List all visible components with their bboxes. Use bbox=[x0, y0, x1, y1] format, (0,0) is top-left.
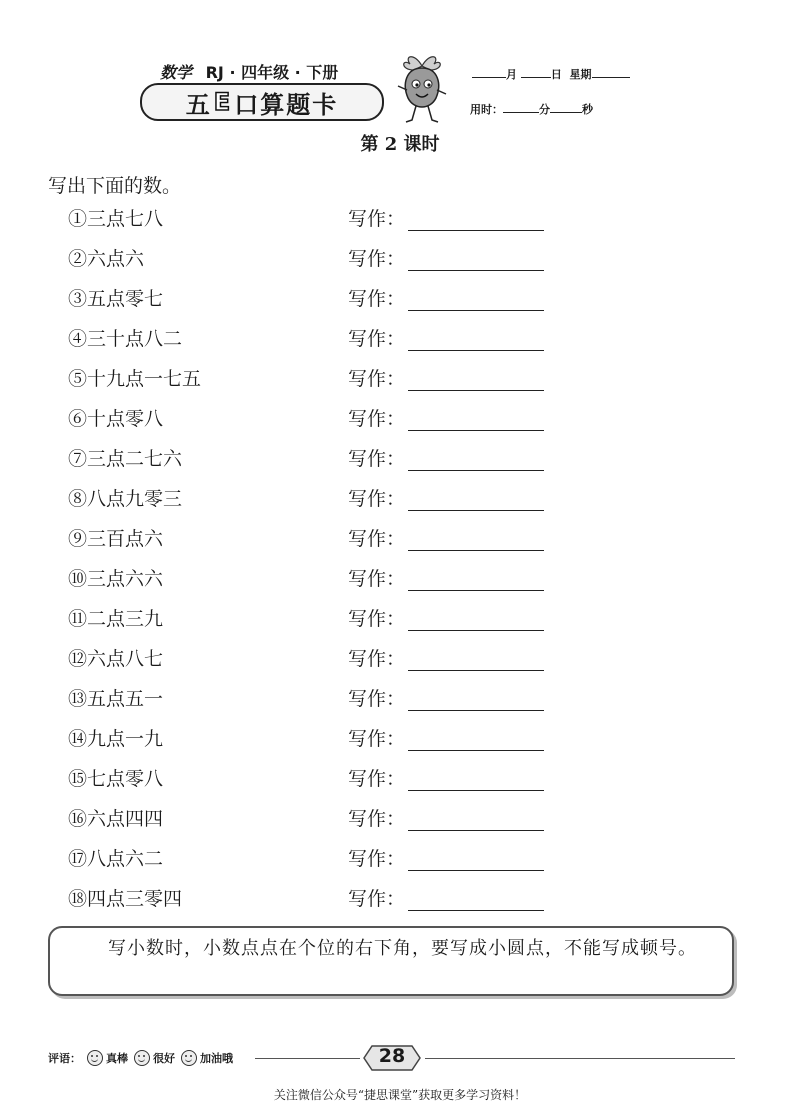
exercise-item bbox=[0, 484, 800, 514]
item-number: ⑰ bbox=[68, 848, 88, 870]
rating-great: 真棒 bbox=[106, 1052, 128, 1065]
write-label: 写作： bbox=[348, 528, 406, 550]
item-number: ① bbox=[68, 208, 88, 230]
answer-blank[interactable] bbox=[408, 630, 544, 631]
write-label: 写作： bbox=[348, 608, 406, 630]
edition-label: RJ · 四年级 · 下册 bbox=[205, 63, 339, 82]
write-label: 写作： bbox=[348, 368, 406, 390]
write-label: 写作： bbox=[348, 288, 406, 310]
smiley-face-icon[interactable] bbox=[181, 1050, 197, 1066]
exercise-item bbox=[0, 604, 800, 634]
answer-blank[interactable] bbox=[408, 670, 544, 671]
write-label: 写作： bbox=[348, 768, 406, 790]
date-line bbox=[472, 66, 630, 82]
item-text: 三点七八 bbox=[87, 208, 164, 230]
exercise-item bbox=[0, 644, 800, 674]
tip-text: 写小数时，小数点点在个位的右下角，要写成小圆点，不能写成顿号。 bbox=[108, 938, 697, 959]
item-number: ⑨ bbox=[68, 528, 88, 550]
item-text: 三百点六 bbox=[87, 528, 164, 550]
answer-blank[interactable] bbox=[408, 550, 544, 551]
item-text: 六点六 bbox=[87, 248, 145, 270]
answer-blank[interactable] bbox=[408, 750, 544, 751]
exercise-item bbox=[0, 364, 800, 394]
review-label: 评语： bbox=[48, 1052, 81, 1065]
subject-label: 数学 bbox=[160, 63, 193, 82]
brand-title-part-3: 口算题卡 bbox=[234, 90, 339, 119]
exercise-item bbox=[0, 764, 800, 794]
item-number: ④ bbox=[68, 328, 88, 350]
page-number: 28 bbox=[378, 1045, 406, 1067]
week-label: 星期 bbox=[569, 68, 592, 81]
exercise-item bbox=[0, 564, 800, 594]
item-number: ⑯ bbox=[68, 808, 88, 830]
lesson-title: 第 2 课时 bbox=[360, 134, 440, 155]
write-label: 写作： bbox=[348, 848, 406, 870]
item-text: 五点零七 bbox=[87, 288, 164, 310]
answer-blank[interactable] bbox=[408, 350, 544, 351]
exercise-item bbox=[0, 284, 800, 314]
write-label: 写作： bbox=[348, 568, 406, 590]
bottom-note: 关注微信公众号“捷思课堂”获取更多学习资料！ bbox=[273, 1088, 527, 1102]
answer-blank[interactable] bbox=[408, 870, 544, 871]
answer-blank[interactable] bbox=[408, 430, 544, 431]
item-number: ⑮ bbox=[68, 768, 88, 790]
write-label: 写作： bbox=[348, 808, 406, 830]
write-label: 写作： bbox=[348, 648, 406, 670]
item-text: 三十点八二 bbox=[87, 328, 183, 350]
answer-blank[interactable] bbox=[408, 590, 544, 591]
subject-edition bbox=[160, 60, 338, 83]
item-number: ③ bbox=[68, 288, 88, 310]
brand-title-box bbox=[140, 83, 384, 121]
exercise-item bbox=[0, 884, 800, 914]
day-label: 日 bbox=[550, 68, 562, 81]
item-text: 十点零八 bbox=[87, 408, 164, 430]
item-text: 七点零八 bbox=[87, 768, 164, 790]
exercise-item bbox=[0, 684, 800, 714]
write-label: 写作： bbox=[348, 208, 406, 230]
item-number: ⑧ bbox=[68, 488, 88, 510]
item-number: ⑬ bbox=[68, 688, 88, 710]
answer-blank[interactable] bbox=[408, 270, 544, 271]
month-label: 月 bbox=[506, 68, 517, 81]
answer-blank[interactable] bbox=[408, 790, 544, 791]
item-number: ⑱ bbox=[68, 888, 88, 910]
answer-blank[interactable] bbox=[408, 510, 544, 511]
exercise-item bbox=[0, 204, 800, 234]
instruction: 写出下面的数。 bbox=[48, 175, 182, 197]
rating-keep-going: 加油哦 bbox=[200, 1052, 233, 1065]
write-label: 写作： bbox=[348, 408, 406, 430]
answer-blank[interactable] bbox=[408, 830, 544, 831]
tip-box bbox=[48, 926, 734, 996]
item-text: 三点六六 bbox=[87, 568, 164, 590]
item-text: 八点六二 bbox=[87, 848, 164, 870]
time-line bbox=[470, 101, 593, 117]
smiley-face-icon[interactable] bbox=[87, 1050, 103, 1066]
item-text: 二点三九 bbox=[87, 608, 164, 630]
radish-mascot-icon bbox=[392, 48, 452, 128]
exercise-item bbox=[0, 804, 800, 834]
answer-blank[interactable] bbox=[408, 230, 544, 231]
footer-divider bbox=[425, 1058, 735, 1059]
write-label: 写作： bbox=[348, 248, 406, 270]
write-label: 写作： bbox=[348, 328, 406, 350]
item-text: 三点二七六 bbox=[87, 448, 183, 470]
rating-good: 很好 bbox=[153, 1052, 175, 1065]
review-rating bbox=[48, 1050, 233, 1066]
second-label: 秒 bbox=[582, 103, 593, 116]
item-number: ② bbox=[68, 248, 88, 270]
item-number: ⑪ bbox=[68, 608, 88, 630]
item-number: ⑩ bbox=[68, 568, 88, 590]
footer-divider bbox=[255, 1058, 360, 1059]
exercise-item bbox=[0, 324, 800, 354]
minute-label: 分 bbox=[539, 103, 550, 116]
write-label: 写作： bbox=[348, 888, 406, 910]
item-number: ⑤ bbox=[68, 368, 88, 390]
item-text: 六点八七 bbox=[87, 648, 164, 670]
item-text: 十九点一七五 bbox=[87, 368, 202, 390]
item-number: ⑥ bbox=[68, 408, 88, 430]
item-number: ⑭ bbox=[68, 728, 88, 750]
smiley-face-icon[interactable] bbox=[134, 1050, 150, 1066]
write-label: 写作： bbox=[348, 448, 406, 470]
write-label: 写作： bbox=[348, 688, 406, 710]
item-text: 四点三零四 bbox=[87, 888, 183, 910]
exercise-item bbox=[0, 244, 800, 274]
exercise-item bbox=[0, 844, 800, 874]
item-text: 五点五一 bbox=[87, 688, 164, 710]
answer-blank[interactable] bbox=[408, 910, 544, 911]
write-label: 写作： bbox=[348, 488, 406, 510]
brand-title-part-2: E bbox=[213, 88, 233, 116]
item-text: 九点一九 bbox=[87, 728, 164, 750]
item-text: 六点四四 bbox=[87, 808, 164, 830]
write-label: 写作： bbox=[348, 728, 406, 750]
item-number: ⑫ bbox=[68, 648, 88, 670]
answer-blank[interactable] bbox=[408, 310, 544, 311]
exercise-item bbox=[0, 444, 800, 474]
time-label: 用时： bbox=[470, 103, 503, 116]
answer-blank[interactable] bbox=[408, 470, 544, 471]
item-text: 八点九零三 bbox=[87, 488, 183, 510]
answer-blank[interactable] bbox=[408, 710, 544, 711]
exercise-item bbox=[0, 404, 800, 434]
exercise-item bbox=[0, 724, 800, 754]
item-number: ⑦ bbox=[68, 448, 88, 470]
brand-title-part-1: 五 bbox=[185, 90, 212, 119]
exercise-item bbox=[0, 524, 800, 554]
answer-blank[interactable] bbox=[408, 390, 544, 391]
